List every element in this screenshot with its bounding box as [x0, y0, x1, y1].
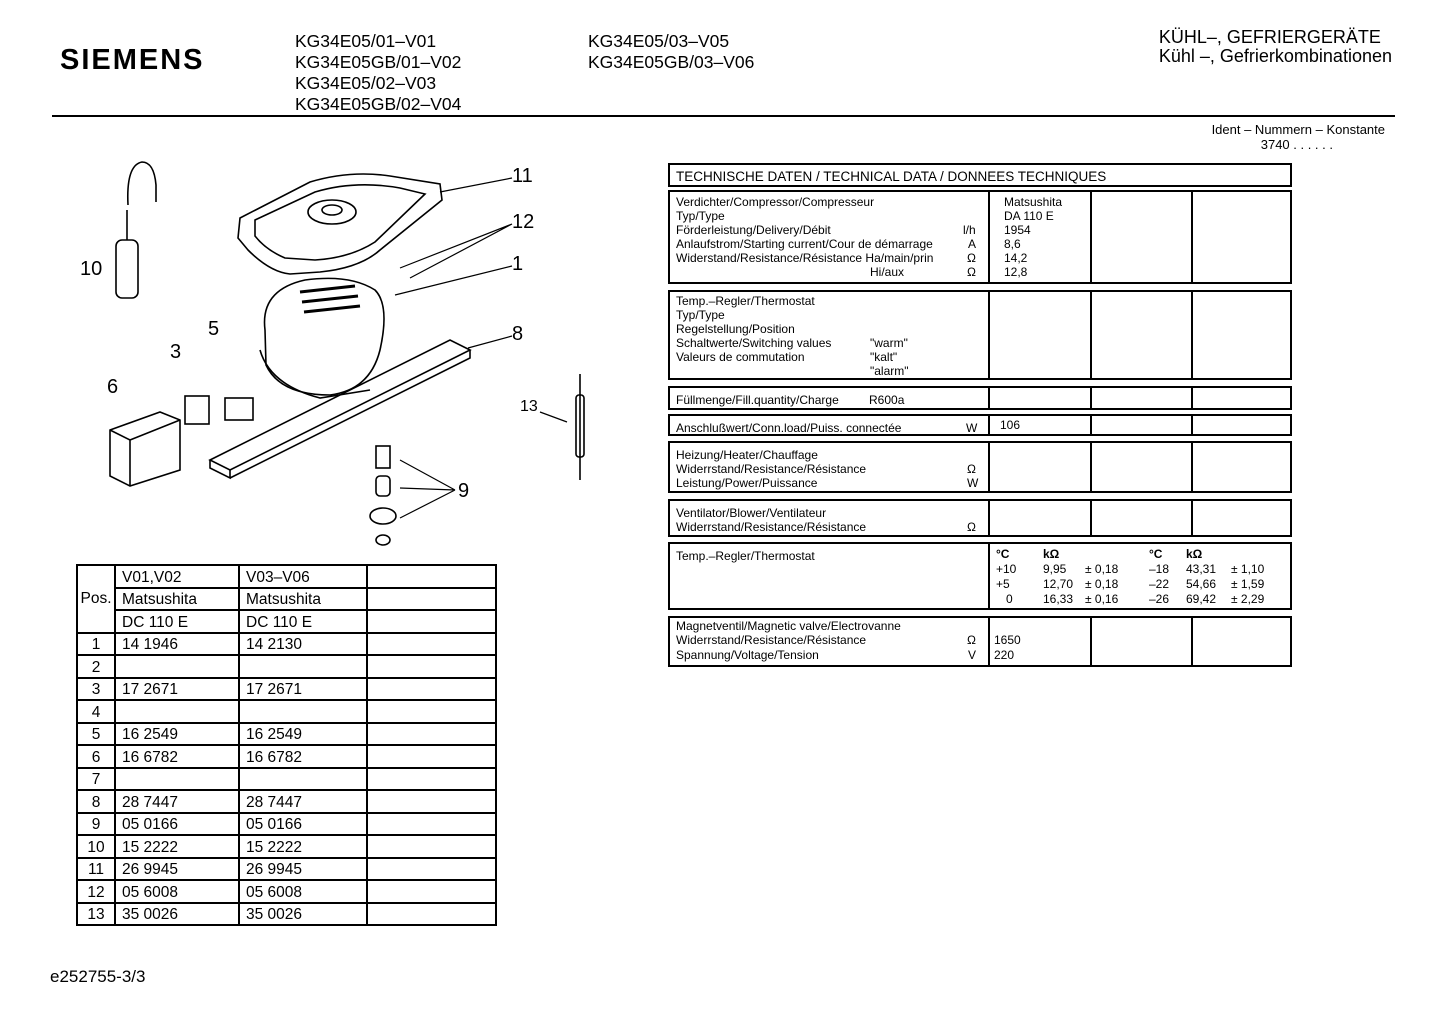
empty-cell — [367, 655, 496, 678]
sensor-cell: 43,31 — [1186, 562, 1217, 576]
table-row — [77, 678, 496, 701]
sensor-cell: 16,33 — [1043, 592, 1074, 606]
tech-label: Temp.–Regler/Thermostat — [676, 549, 815, 563]
col-header: V01,V02 — [115, 565, 239, 588]
sensor-head: °C — [996, 547, 1010, 561]
pos-cell: 12 — [77, 880, 115, 903]
thermostat-block — [668, 290, 1292, 380]
part-no-cell: 28 7447 — [115, 790, 239, 813]
sensor-cell: 54,66 — [1186, 577, 1217, 591]
model-item: KG34E05GB/01–V02 — [295, 52, 462, 72]
part-no-cell: 16 2549 — [115, 723, 239, 746]
heater-block — [668, 441, 1292, 493]
callout-label: 13 — [520, 398, 538, 415]
tech-value: 106 — [1000, 418, 1021, 432]
tech-value: 220 — [994, 648, 1015, 662]
tech-value: 1650 — [994, 633, 1021, 647]
sensor-cell: ± 2,29 — [1231, 592, 1265, 606]
cover-plate-part — [238, 174, 442, 274]
table-row — [77, 858, 496, 881]
tech-unit: Ω — [967, 520, 976, 534]
sensor-cell: 69,42 — [1186, 592, 1217, 606]
part-no-cell: 35 0026 — [239, 903, 367, 926]
tech-value: 12,8 — [1004, 265, 1028, 279]
divider — [1191, 192, 1193, 282]
sensor-cell: 12,70 — [1043, 577, 1074, 591]
tech-label: Typ/Type — [676, 308, 725, 322]
parts-table — [76, 564, 497, 926]
clip-part — [225, 398, 253, 420]
valve-block — [668, 616, 1292, 667]
empty-cell — [367, 633, 496, 656]
tech-value: DA 110 E — [1004, 209, 1054, 223]
divider — [988, 544, 990, 608]
divider — [988, 618, 990, 665]
table-row — [77, 633, 496, 656]
exploded-parts-diagram — [70, 150, 630, 550]
col-header: DC 110 E — [239, 610, 367, 633]
table-row — [77, 903, 496, 926]
tech-unit: Ω — [967, 633, 976, 647]
col-header: Matsushita — [239, 588, 367, 611]
table-row — [77, 880, 496, 903]
callout-label: 10 — [80, 258, 103, 280]
tech-title: TECHNISCHE DATEN / TECHNICAL DATA / DONNEES TECHNIQUES — [676, 169, 1107, 184]
part-no-cell: 15 2222 — [115, 835, 239, 858]
part-no-cell — [115, 655, 239, 678]
document-id: e252755-3/3 — [50, 967, 146, 986]
callout-label: 6 — [107, 376, 119, 398]
tech-label: Widerrstand/Resistance/Résistance — [676, 520, 867, 534]
part-no-cell: 14 2130 — [239, 633, 367, 656]
part-no-cell — [115, 700, 239, 723]
callout-label: 5 — [208, 318, 220, 340]
tech-label: Förderleistung/Delivery/Débit — [676, 223, 831, 237]
pos-cell: 13 — [77, 903, 115, 926]
divider — [1090, 192, 1092, 282]
table-row — [77, 835, 496, 858]
part-no-cell: 05 6008 — [239, 880, 367, 903]
table-row — [77, 768, 496, 791]
tech-title-box — [668, 163, 1292, 187]
part-no-cell: 26 9945 — [239, 858, 367, 881]
pos-cell: 5 — [77, 723, 115, 746]
tech-label: Temp.–Regler/Thermostat — [676, 294, 815, 308]
divider — [1090, 416, 1092, 434]
divider — [1191, 501, 1193, 535]
tech-label: Heizung/Heater/Chauffage — [676, 448, 818, 462]
table-row — [77, 813, 496, 836]
table-row — [77, 790, 496, 813]
model-item: KG34E05GB/02–V04 — [295, 94, 462, 114]
tech-label: Schaltwerte/Switching values — [676, 336, 832, 350]
tech-unit: V — [968, 648, 977, 662]
empty-cell — [367, 903, 496, 926]
pos-cell: 1 — [77, 633, 115, 656]
table-row — [77, 745, 496, 768]
part-no-cell: 26 9945 — [115, 858, 239, 881]
tech-label: Verdichter/Compressor/Compresseur — [676, 195, 875, 209]
pos-cell: 11 — [77, 858, 115, 881]
part-no-cell — [115, 768, 239, 791]
capacitor-part — [116, 162, 156, 298]
empty-cell — [367, 678, 496, 701]
ident-block — [1212, 122, 1385, 152]
divider — [1191, 443, 1193, 491]
divider — [988, 292, 990, 378]
tech-label: Widerstand/Resistance/Résistance Ha/main/prin — [676, 251, 934, 265]
compressor-part — [260, 278, 384, 398]
divider — [988, 192, 990, 282]
sensor-cell: –18 — [1149, 562, 1170, 576]
tech-label: Füllmenge/Fill.quantity/Charge — [676, 393, 839, 407]
header-rule — [52, 115, 1395, 117]
table-row — [77, 655, 496, 678]
tech-unit: Ω — [967, 265, 976, 279]
part-no-cell: 05 6008 — [115, 880, 239, 903]
pos-cell: 10 — [77, 835, 115, 858]
tech-label: Ventilator/Blower/Ventilateur — [676, 506, 827, 520]
empty-cell — [367, 700, 496, 723]
sensor-cell: ± 0,18 — [1085, 577, 1119, 591]
divider — [1090, 443, 1092, 491]
divider — [988, 388, 990, 408]
category-title: KÜHL–, GEFRIERGERÄTE — [1158, 27, 1381, 47]
pos-cell: 4 — [77, 700, 115, 723]
part-no-cell: 05 0166 — [239, 813, 367, 836]
sensor-cell: ± 1,59 — [1231, 577, 1265, 591]
part-no-cell: 17 2671 — [239, 678, 367, 701]
part-no-cell — [239, 655, 367, 678]
tech-unit: Ω — [967, 251, 976, 265]
col-header: DC 110 E — [115, 610, 239, 633]
part-no-cell — [239, 700, 367, 723]
part-no-cell: 17 2671 — [115, 678, 239, 701]
tech-value: 8,6 — [1004, 237, 1021, 251]
pos-cell: 8 — [77, 790, 115, 813]
pos-cell: 2 — [77, 655, 115, 678]
divider — [1090, 292, 1092, 378]
sensor-cell: ± 0,18 — [1085, 562, 1119, 576]
divider — [1090, 501, 1092, 535]
part-no-cell: 16 2549 — [239, 723, 367, 746]
tech-label: Magnetventil/Magnetic valve/Electrovanne — [676, 619, 901, 633]
pos-cell: 3 — [77, 678, 115, 701]
part-no-cell: 16 6782 — [115, 745, 239, 768]
tech-label: Widerrstand/Resistance/Résistance — [676, 462, 867, 476]
col-header: V03–V06 — [239, 565, 367, 588]
callout-label: 9 — [458, 480, 470, 502]
table-row — [77, 723, 496, 746]
tech-label: Valeurs de commutation — [676, 350, 805, 364]
divider — [1191, 388, 1193, 408]
divider — [1191, 416, 1193, 434]
pos-cell: 6 — [77, 745, 115, 768]
tech-label: Spannung/Voltage/Tension — [676, 648, 819, 662]
pos-cell: 9 — [77, 813, 115, 836]
ident-value: 3740 . . . . . . — [1260, 137, 1333, 152]
callout-label: 12 — [512, 211, 535, 233]
refrigerant-value: R600a — [869, 393, 905, 407]
divider — [1191, 292, 1193, 378]
tech-label: Leistung/Power/Puissance — [676, 476, 818, 490]
divider — [1090, 388, 1092, 408]
empty-cell — [367, 858, 496, 881]
sensor-head: kΩ — [1043, 547, 1060, 561]
empty-cell — [367, 880, 496, 903]
callout-label: 11 — [512, 165, 533, 187]
category-subtitle: Kühl –, Gefrierkombinationen — [1158, 46, 1392, 66]
part-no-cell: 14 1946 — [115, 633, 239, 656]
pos-header: Pos. — [77, 565, 115, 633]
brand-logo: SIEMENS — [60, 44, 205, 76]
tech-unit: Ω — [967, 462, 976, 476]
tech-label: Hi/aux — [870, 265, 905, 279]
part-no-cell — [239, 768, 367, 791]
divider — [988, 416, 990, 434]
ident-label: Ident – Nummern – Konstante — [1211, 122, 1385, 137]
tech-unit: W — [967, 476, 979, 490]
table-row — [77, 700, 496, 723]
model-item: KG34E05GB/03–V06 — [588, 52, 755, 72]
conn-block — [668, 414, 1292, 436]
divider — [1191, 618, 1193, 665]
drier-part — [576, 374, 584, 480]
empty-cell — [367, 790, 496, 813]
part-no-cell: 35 0026 — [115, 903, 239, 926]
sensor-head: kΩ — [1186, 547, 1203, 561]
col-header: Matsushita — [115, 588, 239, 611]
divider — [988, 443, 990, 491]
divider — [1090, 618, 1092, 665]
part-no-cell: 16 6782 — [239, 745, 367, 768]
tech-label: Widerrstand/Resistance/Résistance — [676, 633, 867, 647]
relay-part — [110, 412, 180, 486]
model-list-1 — [295, 31, 461, 115]
bolt-set-part — [370, 446, 396, 545]
empty-cell — [367, 723, 496, 746]
empty-cell — [367, 768, 496, 791]
sensor-cell: –22 — [1149, 577, 1170, 591]
sensor-cell: ± 1,10 — [1231, 562, 1265, 576]
divider — [988, 501, 990, 535]
switch-state: "warm" — [870, 336, 908, 350]
protector-part — [185, 396, 209, 424]
tech-value: 1954 — [1004, 223, 1031, 237]
blower-block — [668, 499, 1292, 537]
part-no-cell: 28 7447 — [239, 790, 367, 813]
model-item: KG34E05/01–V01 — [295, 31, 437, 51]
compressor-block — [668, 190, 1292, 284]
tech-unit: W — [966, 421, 978, 435]
switch-state: "kalt" — [870, 350, 898, 364]
sensor-cell: 9,95 — [1043, 562, 1067, 576]
fill-block — [668, 386, 1292, 410]
empty-cell — [367, 835, 496, 858]
empty-cell — [367, 745, 496, 768]
empty-cell — [367, 565, 496, 588]
tech-label: Regelstellung/Position — [676, 322, 795, 336]
empty-cell — [367, 813, 496, 836]
tech-unit: l/h — [963, 223, 976, 237]
sensor-cell: +5 — [996, 577, 1010, 591]
sensor-head: °C — [1149, 547, 1163, 561]
empty-cell — [367, 610, 496, 633]
callout-label: 3 — [170, 341, 182, 363]
sensor-cell: 0 — [1006, 592, 1013, 606]
base-rail-part — [210, 340, 470, 478]
model-list-2 — [588, 31, 754, 73]
category-block — [1159, 28, 1392, 66]
tech-value: 14,2 — [1004, 251, 1028, 265]
sensor-cell: –26 — [1149, 592, 1170, 606]
tech-label: Anlaufstrom/Starting current/Cour de démarrage — [676, 237, 933, 251]
callout-label: 1 — [512, 253, 524, 275]
part-no-cell: 15 2222 — [239, 835, 367, 858]
tech-label: Typ/Type — [676, 209, 725, 223]
pos-cell: 7 — [77, 768, 115, 791]
sensor-cell: +10 — [996, 562, 1017, 576]
tech-unit: A — [968, 237, 977, 251]
tech-value: Matsushita — [1004, 195, 1063, 209]
sensor-block — [668, 542, 1292, 610]
model-item: KG34E05/02–V03 — [295, 73, 437, 93]
sensor-cell: ± 0,16 — [1085, 592, 1119, 606]
switch-state: "alarm" — [870, 364, 909, 378]
empty-cell — [367, 588, 496, 611]
callout-label: 8 — [512, 323, 524, 345]
part-no-cell: 05 0166 — [115, 813, 239, 836]
model-item: KG34E05/03–V05 — [588, 31, 730, 51]
tech-label: Anschlußwert/Conn.load/Puiss. connectée — [676, 421, 902, 435]
